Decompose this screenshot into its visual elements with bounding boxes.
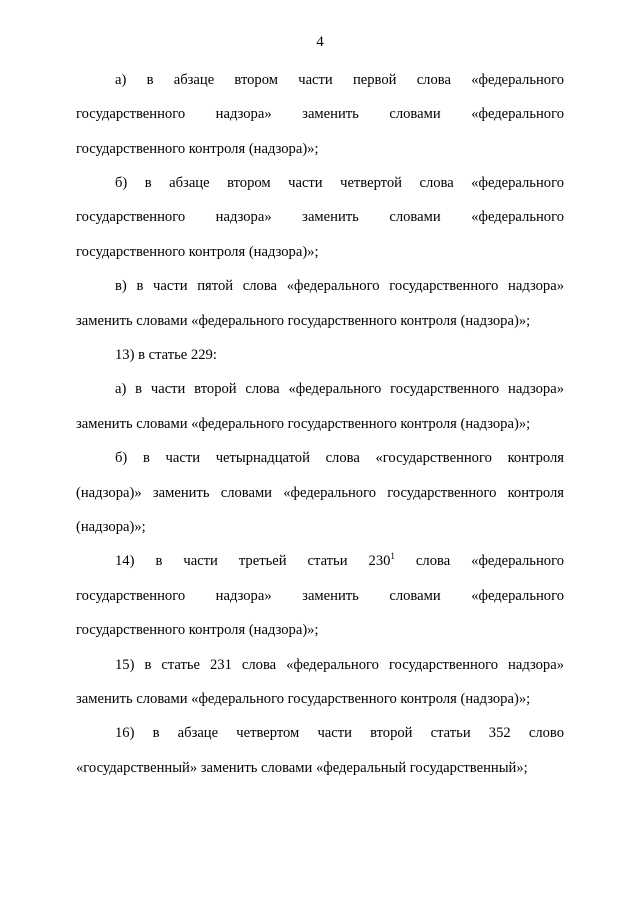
page-number: 4 (316, 34, 324, 50)
paragraph-line: государственного контроля (надзора)»; (76, 622, 319, 638)
line-text: 14) в части третьей статьи 230 (115, 553, 391, 569)
line-text: слова «федерального (394, 553, 564, 569)
paragraph-line: государственного надзора» заменить словами «федерального (76, 106, 564, 122)
paragraph-line: государственного контроля (надзора)»; (76, 244, 319, 260)
paragraph-line: заменить словами «федерального государственного контроля (надзора)»; (76, 313, 531, 329)
paragraph-line: 15) в статье 231 слова «федерального государственного надзора» (115, 657, 564, 673)
superscript: 1 (390, 551, 395, 561)
paragraph-line: государственного надзора» заменить словами «федерального (76, 209, 564, 225)
paragraph-line: заменить словами «федерального государственного контроля (надзора)»; (76, 416, 531, 432)
paragraph-line: в) в части пятой слова «федерального государственного надзора» (115, 278, 564, 294)
paragraph-line: а) в части второй слова «федерального государственного надзора» (115, 381, 564, 397)
paragraph-line: «государственный» заменить словами «федеральный государственный»; (76, 760, 528, 776)
paragraph-line: государственного контроля (надзора)»; (76, 141, 319, 157)
paragraph-line (115, 552, 564, 570)
paragraph-line: 16) в абзаце четвертом части второй статьи 352 слово (115, 725, 564, 741)
paragraph-line: государственного надзора» заменить словами «федерального (76, 588, 564, 604)
paragraph-line: а) в абзаце втором части первой слова «федерального (115, 72, 564, 88)
paragraph-line: 13) в статье 229: (115, 347, 217, 363)
paragraph-line: б) в части четырнадцатой слова «государственного контроля (115, 450, 564, 466)
paragraph-line: б) в абзаце втором части четвертой слова «федерального (115, 175, 564, 191)
paragraph-line: заменить словами «федерального государственного контроля (надзора)»; (76, 691, 531, 707)
paragraph-line: (надзора)»; (76, 519, 146, 535)
paragraph-line: (надзора)» заменить словами «федерального государственного контроля (76, 485, 564, 501)
